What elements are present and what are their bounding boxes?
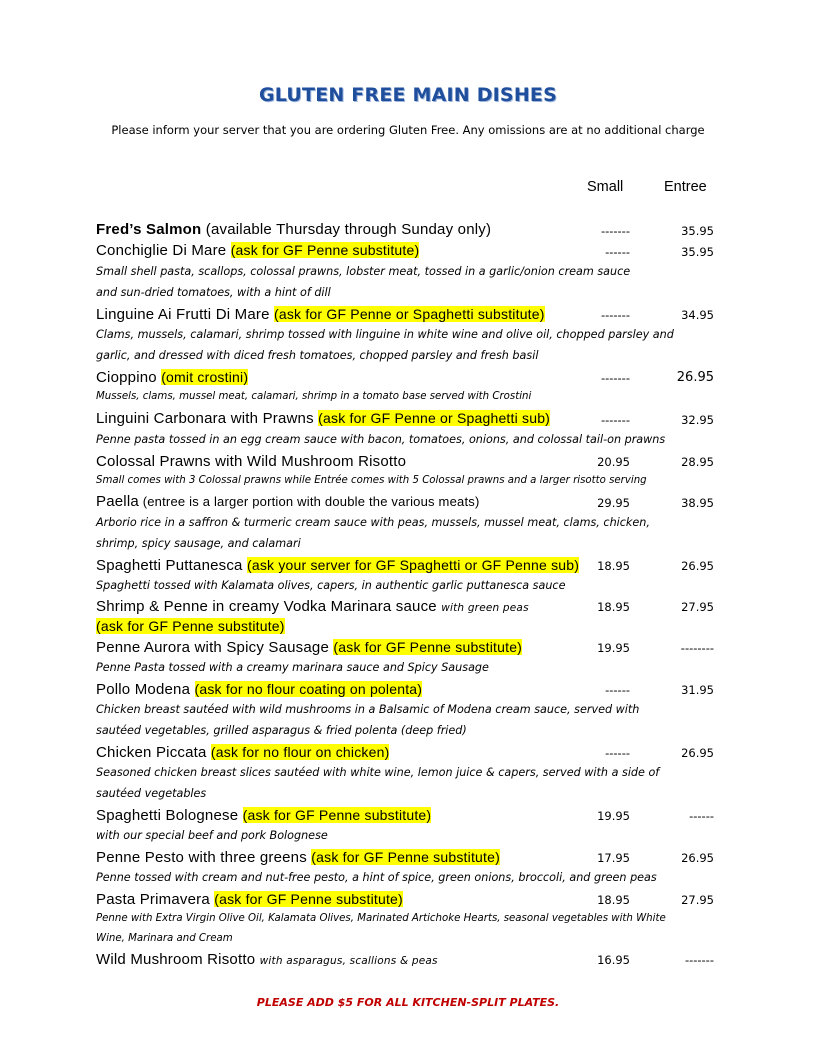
item-description: sautéed vegetables, grilled asparagus & fried polenta (deep fried) [96,724,467,737]
price-entree: 31.95 [681,683,714,697]
menu-item-linguine-frutti-di-mare [96,306,545,323]
price-entree: -------- [680,641,714,655]
price-small: ------- [600,371,630,385]
item-name: Chicken Piccata [96,744,211,761]
page-subtitle: Please inform your server that you are ordering Gluten Free. Any omissions are at no additional charge [111,123,705,137]
item-name: Pollo Modena [96,681,195,698]
item-name: Spaghetti Puttanesca [96,557,247,574]
menu-item-penne-aurora [96,639,522,656]
item-extra: (available Thursday through Sunday only) [201,221,492,238]
item-description: sautéed vegetables [96,787,207,800]
price-small: 19.95 [597,641,630,655]
item-description: Clams, mussels, calamari, shrimp tossed with linguine in white wine and olive oil, chopped parsley and [96,328,674,341]
price-entree: 38.95 [681,496,714,510]
price-entree: 35.95 [681,245,714,259]
price-small: ------ [605,746,630,760]
menu-item-linguini-carbonara [96,410,550,427]
item-description: Penne with Extra Virgin Olive Oil, Kalamata Olives, Marinated Artichoke Hearts, seasonal vegetables with White [96,913,666,924]
item-name: Wild Mushroom Risotto [96,951,260,968]
gf-note: (ask for GF Penne substitute) [214,891,403,907]
menu-item-penne-pesto [96,849,500,866]
column-header-entree: Entree [664,179,707,195]
column-header-small: Small [587,179,624,195]
price-small: 16.95 [597,953,630,967]
item-description: Small comes with 3 Colossal prawns while Entrée comes with 5 Colossal prawns and a larger risotto serving [96,475,647,486]
price-small: ------- [600,413,630,427]
menu-item-shrimp-penne-vodka [96,598,529,615]
price-small: ------- [600,224,630,238]
item-name: Spaghetti Bolognese [96,807,243,824]
price-entree: ------- [684,953,714,967]
price-entree: 32.95 [681,413,714,427]
price-small: ------ [605,683,630,697]
price-small: 18.95 [597,600,630,614]
price-entree: 28.95 [681,455,714,469]
item-description: Penne Pasta tossed with a creamy marinara sauce and Spicy Sausage [96,661,489,674]
menu-item-spaghetti-puttanesca [96,557,579,574]
item-name: Penne Pesto with three greens [96,849,312,866]
gf-note: (omit crostini) [161,369,249,385]
menu-item-cioppino [96,369,248,386]
gf-note: (ask for GF Penne or Spaghetti sub) [318,410,551,426]
price-entree: 27.95 [681,893,714,907]
price-entree: 34.95 [681,308,714,322]
menu-item-paella [96,493,479,510]
menu-item-colossal-prawns [96,453,406,470]
footer-notice: PLEASE ADD $5 FOR ALL KITCHEN-SPLIT PLATES. [256,996,560,1009]
gf-note: (ask your server for GF Spaghetti or GF Penne sub) [246,557,580,573]
item-name: Shrimp & Penne in creamy Vodka Marinara sauce [96,598,442,615]
item-description: Penne tossed with cream and nut-free pesto, a hint of spice, green onions, broccoli, and green peas [96,871,657,884]
gf-note: (ask for GF Penne substitute) [96,618,285,634]
item-name: Cioppino [96,369,162,386]
item-description: Chicken breast sautéed with wild mushrooms in a Balsamic of Modena cream sauce, served with [96,703,640,716]
item-name: Penne Aurora with Spicy Sausage [96,639,334,656]
item-gf-note-line [96,618,285,635]
menu-item-chicken-piccata [96,744,389,761]
price-small: 18.95 [597,893,630,907]
price-entree: 27.95 [681,600,714,614]
item-name: Linguine Ai Frutti Di Mare [96,306,274,323]
gf-note: (ask for no flour coating on polenta) [194,681,423,697]
gf-note: (ask for GF Penne substitute) [230,242,420,258]
price-small: ------- [600,308,630,322]
item-description: and sun-dried tomatoes, with a hint of dill [96,286,331,299]
price-small: 17.95 [597,851,630,865]
item-description: Small shell pasta, scallops, colossal prawns, lobster meat, tossed in a garlic/onion cream sauce [96,265,631,278]
item-inline-note: with green peas [441,602,529,614]
item-name: Fred’s Salmon [96,221,202,238]
price-entree: ------ [689,809,714,823]
item-name: Colossal Prawns with Wild Mushroom Risotto [96,453,407,470]
price-entree: 26.95 [681,746,714,760]
gf-note: (ask for GF Penne or Spaghetti substitute) [273,306,545,322]
page-title: GLUTEN FREE MAIN DISHES [259,84,557,106]
item-description: Penne pasta tossed in an egg cream sauce with bacon, tomatoes, onions, and colossal tail-on prawns [96,433,666,446]
gf-note: (ask for GF Penne substitute) [242,807,432,823]
menu-item-freds-salmon [96,221,491,238]
item-description: Arborio rice in a saffron & turmeric cream sauce with peas, mussels, mussel meat, clams, chicken, [96,516,650,529]
price-entree: 26.95 [676,370,714,385]
item-inline-note: with asparagus, scallions & peas [259,955,438,967]
menu-item-spaghetti-bolognese [96,807,431,824]
gf-note: (ask for GF Penne substitute) [333,639,523,655]
price-small: 19.95 [597,809,630,823]
item-extra: (entree is a larger portion with double the various meats) [138,494,480,509]
gf-note: (ask for GF Penne substitute) [311,849,500,865]
item-description: garlic, and dressed with diced fresh tomatoes, chopped parsley and fresh basil [96,349,539,362]
item-description: with our special beef and pork Bolognese [96,829,328,842]
gf-note: (ask for no flour on chicken) [210,744,390,760]
item-description: Wine, Marinara and Cream [96,933,233,944]
price-small: 18.95 [597,559,630,573]
price-entree: 35.95 [681,224,714,238]
item-description: Spaghetti tossed with Kalamata olives, capers, in authentic garlic puttanesca sauce [96,579,566,592]
menu-item-pollo-modena [96,681,422,698]
price-entree: 26.95 [681,851,714,865]
menu-item-wild-mushroom-risotto [96,951,438,968]
item-name: Pasta Primavera [96,891,215,908]
price-entree: 26.95 [681,559,714,573]
menu-item-pasta-primavera [96,891,403,908]
menu-item-conchiglie-di-mare [96,242,419,259]
item-name: Conchiglie Di Mare [96,242,231,259]
price-small: 29.95 [597,496,630,510]
item-name: Paella [96,493,139,510]
item-description: Seasoned chicken breast slices sautéed with white wine, lemon juice & capers, served with a side of [96,766,660,779]
price-small: ------ [605,245,630,259]
item-description: Mussels, clams, mussel meat, calamari, shrimp in a tomato base served with Crostini [96,391,532,402]
item-description: shrimp, spicy sausage, and calamari [96,537,301,550]
price-small: 20.95 [597,455,630,469]
item-name: Linguini Carbonara with Prawns [96,410,319,427]
